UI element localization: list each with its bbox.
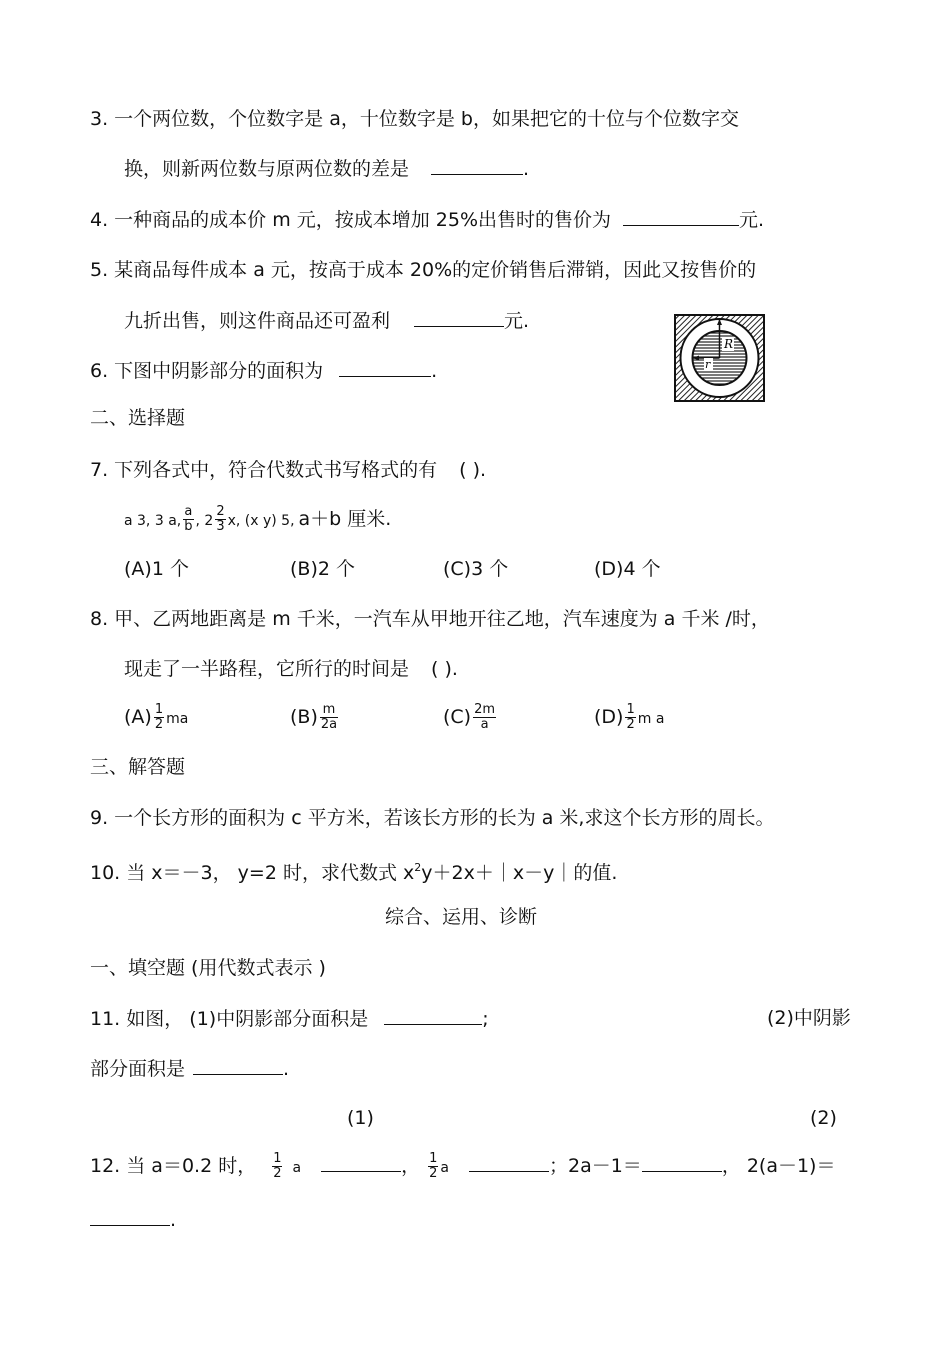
question-11-line-1: 11. 如图， (1)中阴影部分面积是 ; [90,1008,489,1030]
section-heading-fill: 一、填空题 (用代数式表示 ) [90,957,326,979]
answer-blank[interactable] [193,1056,283,1075]
question-9: 9. 一个长方形的面积为 c 平方米，若该长方形的长为 a 米,求这个长方形的周长。 [90,807,775,829]
question-10: 10. 当 x＝－3， y=2 时，求代数式 $x^2y+2x+|x-y|$的值. [90,861,618,884]
answer-blank[interactable] [339,358,431,377]
subsection-title: 综合、运用、诊断 [385,906,538,928]
option-7b[interactable]: (B)2 个 [290,558,355,580]
answer-blank[interactable] [321,1153,401,1172]
answer-blank[interactable] [384,1006,482,1025]
fraction: $\frac{a}{b}$ [184,504,193,534]
question-8-line-1: 8. 甲、乙两地距离是 m 千米，一汽车从甲地开往乙地，汽车速度为 a 千米 /时， [90,608,770,630]
question-11-part-2: (2)中阴影 [767,1007,851,1029]
option-7c[interactable]: (C)3 个 [443,558,509,580]
question-3-line-2: 换，则新两位数与原两位数的差是 . [124,158,530,180]
answer-blank[interactable] [414,308,504,327]
question-6: 6. 下图中阴影部分的面积为 . [90,360,438,382]
option-8d[interactable]: (D) $\frac{1}{2}$ m a [594,702,665,732]
answer-blank[interactable] [90,1207,170,1226]
answer-blank[interactable] [623,207,739,226]
figure-label-1: (1) [347,1107,374,1129]
fraction: $\frac{2}{3}$ [216,504,225,534]
answer-blank[interactable] [469,1153,549,1172]
annulus-figure [674,314,765,402]
option-8b[interactable]: (B) $\frac{m}{2a}$ [290,702,338,732]
question-12-line-1: 12. 当 a＝0.2 时， $\frac{1}{2}$ a ， $\frac{1}{2}$ a ；2a－1＝ ， 2(a－1)＝ [90,1151,836,1181]
question-11-line-2: 部分面积是 . [90,1058,290,1080]
label-r: r [705,358,711,371]
answer-blank[interactable] [431,156,523,175]
section-heading-solve: 三、解答题 [90,756,186,778]
question-7-expressions: a 3, 3 a, $\frac{a}{b}$ , 2 $\frac{2}{3}$ x, (x y) 5, a＋b 厘米. [124,504,392,534]
option-7d[interactable]: (D)4 个 [594,558,661,580]
question-5-line-1: 5. 某商品每件成本 a 元，按高于成本 20%的定价销售后滞销，因此又按售价的 [90,259,757,281]
figure-label-2: (2) [810,1107,837,1129]
question-12-line-2: . [90,1207,176,1232]
question-5-line-2: 九折出售，则这件商品还可盈利 元. [124,310,530,332]
section-heading-choice: 二、选择题 [90,407,186,429]
answer-blank[interactable] [642,1153,722,1172]
option-7a[interactable]: (A)1 个 [124,558,189,580]
label-R: R [724,337,734,351]
option-8a[interactable]: (A) $\frac{1}{2}$ ma [124,702,189,732]
question-7: 7. 下列各式中，符合代数式书写格式的有 ( ). [90,459,487,481]
question-4: 4. 一种商品的成本价 m 元，按成本增加 25%出售时的售价为 元. [90,209,765,231]
question-3-line-1: 3. 一个两位数，个位数字是 a，十位数字是 b，如果把它的十位与个位数字交 [90,108,739,130]
option-8c[interactable]: (C) $\frac{2m}{a}$ [443,702,496,732]
question-8-line-2: 现走了一半路程，它所行的时间是 ( ). [124,658,458,680]
